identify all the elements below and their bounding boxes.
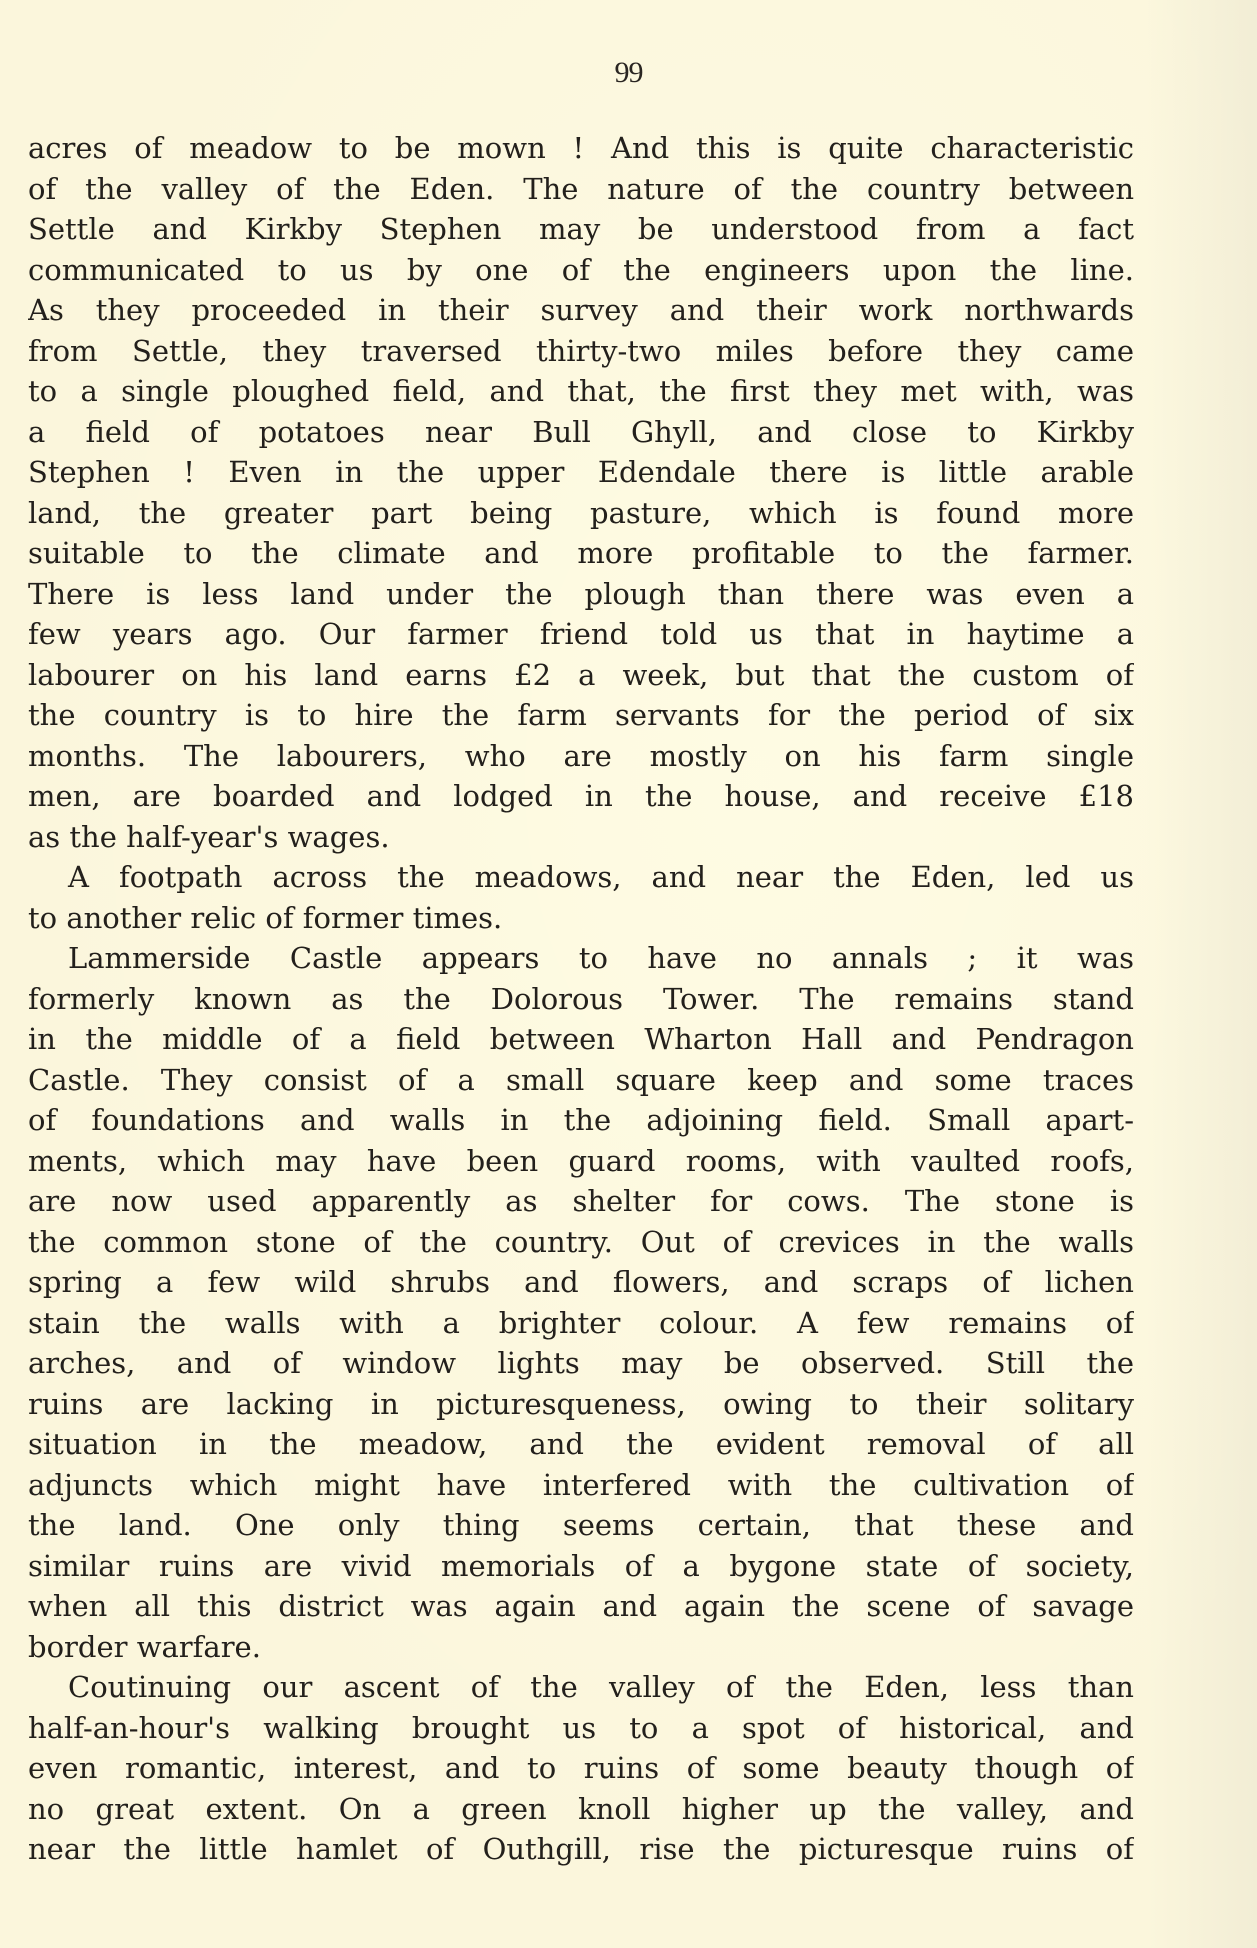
- text-line: acres of meadow to be mown ! And this is quite characteristic: [28, 131, 1134, 165]
- text-line: land, the greater part being pasture, which is found more: [28, 495, 1134, 530]
- text-line: near the little hamlet of Outhgill, rise the picturesque ruins of: [28, 1832, 1134, 1866]
- page-number: 99: [614, 56, 643, 89]
- text-line: As they proceeded in their survey and their work northwards: [28, 293, 1134, 327]
- text-line: arches, and of window lights may be observed. Still the: [28, 1346, 1134, 1380]
- body-text: [28, 128, 1134, 1870]
- text-line: from Settle, they traversed thirty-two miles before they came: [28, 333, 1134, 368]
- text-line: few years ago. Our farmer friend told us that in haytime a: [28, 617, 1134, 651]
- text-line: ments, which may have been guard rooms, with vaulted roofs,: [28, 1143, 1134, 1178]
- text-line: men, are boarded and lodged in the house, and receive £18: [28, 779, 1134, 813]
- text-line: to another relic of former times.: [28, 900, 503, 935]
- text-line: are now used apparently as shelter for cows. The stone is: [28, 1184, 1134, 1218]
- text-line: Stephen ! Even in the upper Edendale there is little arable: [28, 455, 1134, 489]
- text-line: as the half-year's wages.: [28, 819, 390, 854]
- text-line: of the valley of the Eden. The nature of the country between: [28, 171, 1134, 206]
- text-line: labourer on his land earns £2 a week, but that the custom of: [28, 657, 1134, 692]
- text-line: border warfare.: [28, 1629, 261, 1664]
- text-line: the common stone of the country. Out of crevices in the walls: [28, 1224, 1134, 1259]
- text-line: Lammerside Castle appears to have no annals ; it was: [68, 941, 1134, 975]
- text-line: similar ruins are vivid memorials of a bygone state of society,: [28, 1548, 1134, 1583]
- text-line: even romantic, interest, and to ruins of some beauty though of: [28, 1751, 1134, 1785]
- text-line: suitable to the climate and more profitable to the farmer.: [28, 536, 1134, 570]
- text-line: no great extent. On a green knoll higher up the valley, and: [28, 1791, 1134, 1826]
- text-line: the land. One only thing seems certain, that these and: [28, 1508, 1134, 1542]
- text-line: to a single ploughed field, and that, the first they met with, was: [28, 374, 1134, 408]
- text-line: half-an-hour's walking brought us to a spot of historical, and: [28, 1710, 1134, 1745]
- text-line: ruins are lacking in picturesqueness, owing to their solitary: [28, 1386, 1134, 1421]
- text-line: There is less land under the plough than there was even a: [28, 576, 1134, 611]
- text-line: when all this district was again and again the scene of savage: [28, 1589, 1134, 1623]
- text-line: Settle and Kirkby Stephen may be understood from a fact: [28, 212, 1134, 246]
- text-line: A footpath across the meadows, and near the Eden, led us: [68, 860, 1134, 894]
- text-line: stain the walls with a brighter colour. A few remains of: [28, 1305, 1134, 1340]
- text-line: situation in the meadow, and the evident removal of all: [28, 1427, 1134, 1461]
- page-edge-shadow: [1147, 0, 1257, 1948]
- text-line: formerly known as the Dolorous Tower. The remains stand: [28, 981, 1134, 1016]
- text-line: in the middle of a field between Wharton Hall and Pendragon: [28, 1022, 1134, 1056]
- text-line: a field of potatoes near Bull Ghyll, and close to Kirkby: [28, 414, 1134, 449]
- text-line: of foundations and walls in the adjoining field. Small apart-: [28, 1103, 1134, 1137]
- text-line: months. The labourers, who are mostly on his farm single: [28, 738, 1134, 773]
- text-line: the country is to hire the farm servants for the period of six: [28, 698, 1134, 732]
- text-line: Coutinuing our ascent of the valley of the Eden, less than: [68, 1670, 1134, 1704]
- text-line: Castle. They consist of a small square keep and some traces: [28, 1062, 1134, 1097]
- text-line: adjuncts which might have interfered with the cultivation of: [28, 1467, 1134, 1502]
- text-line: spring a few wild shrubs and flowers, and scraps of lichen: [28, 1265, 1134, 1299]
- text-line: communicated to us by one of the engineers upon the line.: [28, 252, 1134, 287]
